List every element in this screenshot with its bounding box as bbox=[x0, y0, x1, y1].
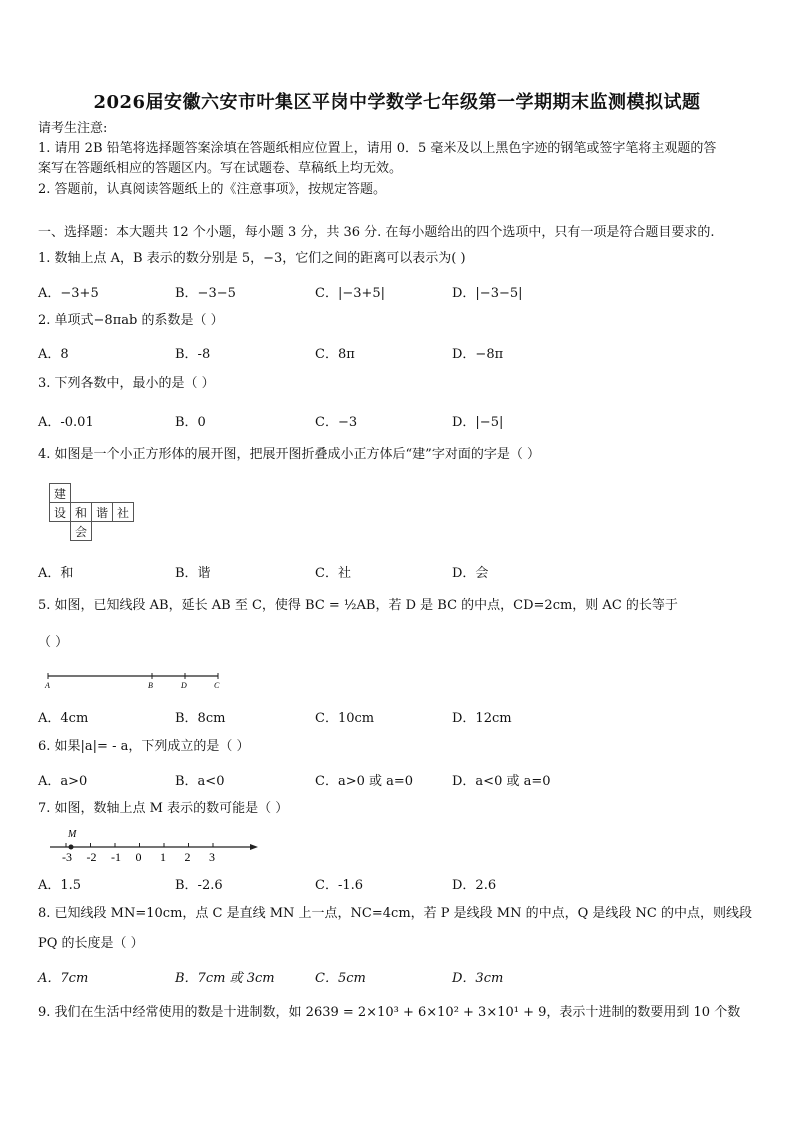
q1-stem: 1. 数轴上点 A，B 表示的数分别是 5，−3，它们之间的距离可以表示为( ) bbox=[38, 251, 466, 266]
notice-heading: 请考生注意: bbox=[38, 121, 108, 136]
q7-option-b: B．-2.6 bbox=[175, 878, 223, 893]
axis-tick-label: 0 bbox=[135, 850, 142, 864]
q7-stem: 7. 如图，数轴上点 M 表示的数可能是（ ） bbox=[38, 801, 289, 816]
point-label-a: A bbox=[45, 681, 50, 690]
q1-option-b: B．−3−5 bbox=[175, 286, 236, 301]
q2-option-b: B．-8 bbox=[175, 347, 211, 362]
q4-option-a: A．和 bbox=[38, 566, 74, 581]
notice-line-2: 2. 答题前，认真阅读答题纸上的《注意事项》，按规定答题。 bbox=[38, 182, 387, 197]
q1-option-d: D．|−3−5| bbox=[452, 286, 523, 301]
q5-option-c: C．10cm bbox=[315, 711, 375, 726]
q7-option-c: C．-1.6 bbox=[315, 878, 364, 893]
q7-option-d: D．2.6 bbox=[452, 878, 497, 893]
point-label-b: B bbox=[148, 681, 153, 690]
q6-option-d: D．a<0 或 a=0 bbox=[452, 774, 551, 789]
q3-stem: 3. 下列各数中，最小的是（ ） bbox=[38, 376, 215, 391]
q2-option-a: A．8 bbox=[38, 347, 69, 362]
segment-figure bbox=[40, 668, 240, 690]
q9-stem: 9. 我们在生活中经常使用的数是十进制数，如 2639 = 2×10³ + 6×10² + 3×10¹ + 9，表示十进制的数要用到 10 个数 bbox=[38, 1005, 741, 1020]
q3-option-c: C．−3 bbox=[315, 415, 358, 430]
notice-line-1a: 1. 请用 2B 铅笔将选择题答案涂填在答题纸相应位置上，请用 0．5 毫米及以上黑色字迹的钢笔或签字笔将主观题的答 bbox=[38, 141, 717, 156]
q1-option-a: A．−3+5 bbox=[38, 286, 99, 301]
point-label-d: D bbox=[181, 681, 187, 690]
q8-option-a: A．7cm bbox=[38, 971, 89, 986]
q5-stem: 5. 如图，已知线段 AB，延长 AB 至 C，使得 BC = ½AB，若 D 是 BC 的中点，CD=2cm，则 AC 的长等于 bbox=[38, 598, 678, 613]
q2-option-c: C．8π bbox=[315, 347, 355, 362]
net-cell-bottom: 会 bbox=[71, 522, 92, 541]
cube-net-figure bbox=[49, 483, 134, 541]
q6-option-b: B．a<0 bbox=[175, 774, 225, 789]
axis-tick-label: 2 bbox=[184, 850, 191, 864]
q6-option-a: A．a>0 bbox=[38, 774, 88, 789]
axis-tick-label: -2 bbox=[86, 850, 97, 864]
axis-tick-label: 1 bbox=[160, 850, 166, 864]
page-title: 2026届安徽六安市叶集区平岗中学数学七年级第一学期期末监测模拟试题 bbox=[93, 92, 701, 113]
q1-option-c: C．|−3+5| bbox=[315, 286, 386, 301]
q8-option-b: B．7cm 或 3cm bbox=[175, 971, 275, 986]
net-cell: 谐 bbox=[92, 503, 113, 522]
axis-tick-label: -3 bbox=[62, 850, 72, 864]
point-label-c: C bbox=[214, 681, 220, 690]
point-m-dot bbox=[69, 845, 74, 850]
q5-option-b: B．8cm bbox=[175, 711, 226, 726]
q3-option-d: D．|−5| bbox=[452, 415, 504, 430]
q2-option-d: D．−8π bbox=[452, 347, 504, 362]
q8-stem: 8. 已知线段 MN=10cm，点 C 是直线 MN 上一点，NC=4cm，若 P 是线段 MN 的中点，Q 是线段 NC 的中点，则线段 bbox=[38, 906, 752, 921]
section-heading: 一、选择题：本大题共 12 个小题，每小题 3 分，共 36 分. 在每小题给出的四个选项中，只有一项是符合题目要求的. bbox=[38, 225, 715, 240]
q4-option-b: B．谐 bbox=[175, 566, 211, 581]
q6-option-c: C．a>0 或 a=0 bbox=[315, 774, 414, 789]
q8-option-d: D．3cm bbox=[452, 971, 504, 986]
q3-option-b: B．0 bbox=[175, 415, 206, 430]
q5-option-a: A．4cm bbox=[38, 711, 89, 726]
q5-stem-cont: （ ） bbox=[38, 635, 69, 650]
net-cell: 和 bbox=[71, 503, 92, 522]
number-line-figure bbox=[46, 826, 266, 866]
q7-option-a: A．1.5 bbox=[38, 878, 82, 893]
net-cell: 设 bbox=[50, 503, 71, 522]
q8-option-c: C．5cm bbox=[315, 971, 366, 986]
q2-stem: 2. 单项式−8πab 的系数是（ ） bbox=[38, 313, 224, 328]
q4-stem: 4. 如图是一个小正方形体的展开图，把展开图折叠成小正方体后“建”字对面的字是（ ） bbox=[38, 447, 540, 462]
q4-option-c: C．社 bbox=[315, 566, 351, 581]
axis-tick-label: -1 bbox=[111, 850, 121, 864]
net-cell-top: 建 bbox=[50, 484, 71, 503]
net-cell: 社 bbox=[113, 503, 134, 522]
q4-option-d: D．会 bbox=[452, 566, 489, 581]
q5-option-d: D．12cm bbox=[452, 711, 512, 726]
point-m-label: M bbox=[68, 829, 77, 840]
axis-tick-label: 3 bbox=[209, 850, 215, 864]
q6-stem: 6. 如果|a|= - a，下列成立的是（ ） bbox=[38, 739, 250, 754]
q3-option-a: A．-0.01 bbox=[38, 415, 94, 430]
notice-line-1b: 案写在答题纸相应的答题区内。写在试题卷、草稿纸上均无效。 bbox=[38, 161, 403, 176]
q8-stem-cont: PQ 的长度是（ ） bbox=[38, 936, 144, 951]
